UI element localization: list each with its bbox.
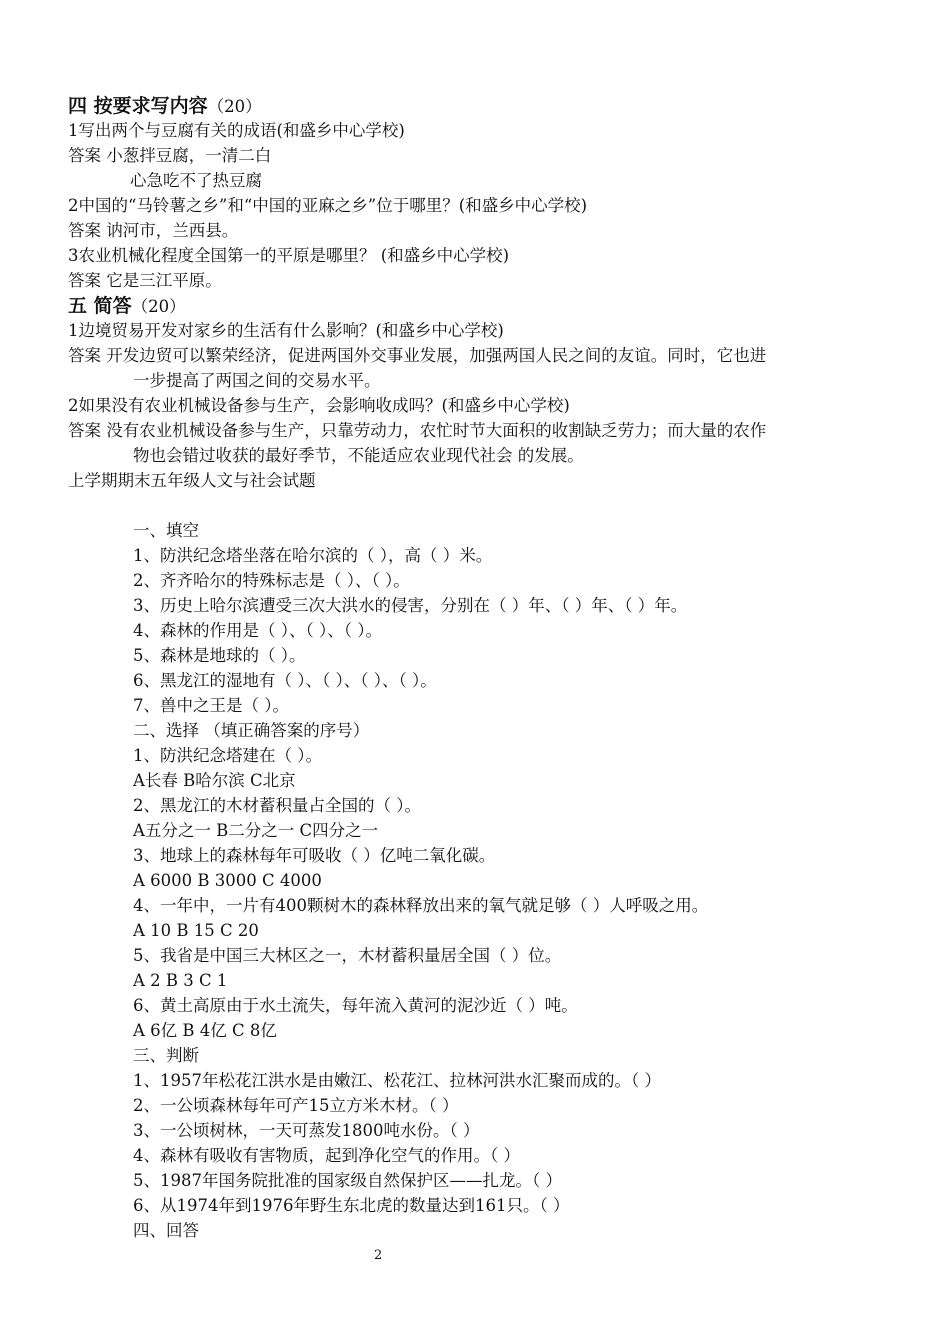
exam-line: 5、我省是中国三大林区之一，木材蓄积量居全国（ ）位。	[133, 946, 562, 965]
section-5-heading	[68, 295, 186, 318]
exam-line: 4、森林的作用是（ ）、（ ）、（ ）。	[133, 621, 382, 640]
exam-line: A长春 B哈尔滨 C北京	[133, 771, 296, 790]
s4-answer-1-cont: 心急吃不了热豆腐	[130, 171, 262, 190]
exam-title: 上学期期末五年级人文与社会试题	[68, 471, 316, 490]
s4-question-1: 1写出两个与豆腐有关的成语(和盛乡中心学校)	[68, 121, 405, 140]
section-5-points: （20）	[131, 297, 186, 316]
section-4-heading	[68, 95, 262, 118]
exam-line: 四、回答	[133, 1221, 199, 1240]
s5-answer-1: 答案 开发边贸可以繁荣经济，促进两国外交事业发展，加强两国人民之间的友谊。同时，它也进	[68, 346, 767, 365]
exam-line: 二、选择 （填正确答案的序号）	[133, 721, 370, 740]
s5-answer-2-cont: 物也会错过收获的最好季节，不能适应农业现代社会 的发展。	[133, 446, 584, 465]
exam-line: 5、森林是地球的（ ）。	[133, 646, 306, 665]
s4-question-2: 2中国的“马铃薯之乡”和“中国的亚麻之乡”位于哪里？(和盛乡中心学校)	[68, 196, 588, 215]
exam-line: 4、森林有吸收有害物质，起到净化空气的作用。（ ）	[133, 1146, 520, 1165]
exam-line: 5、1987年国务院批准的国家级自然保护区——扎龙。（ ）	[133, 1171, 562, 1190]
exam-line: 2、一公顷森林每年可产15立方米木材。（ ）	[133, 1096, 459, 1115]
exam-line: 2、黑龙江的木材蓄积量占全国的（ ）。	[133, 796, 421, 815]
exam-line: A 10 B 15 C 20	[133, 921, 259, 940]
exam-line: A五分之一 B二分之一 C四分之一	[133, 821, 379, 840]
exam-line: 4、一年中，一片有400颗树木的森林释放出来的氧气就足够（ ）人呼吸之用。	[133, 896, 709, 915]
exam-line: A 6000 B 3000 C 4000	[133, 871, 322, 890]
exam-line: A 2 B 3 C 1	[133, 971, 228, 990]
exam-line: 1、防洪纪念塔坐落在哈尔滨的（ ），高（ ）米。	[133, 546, 493, 565]
exam-line: 三、判断	[133, 1046, 199, 1065]
s5-question-1: 1边境贸易开发对家乡的生活有什么影响？(和盛乡中心学校)	[68, 321, 504, 340]
s5-answer-1-cont: 一步提高了两国之间的交易水平。	[133, 371, 381, 390]
exam-line: 6、黄土高原由于水土流失，每年流入黄河的泥沙近（ ）吨。	[133, 996, 578, 1015]
s4-answer-3: 答案 它是三江平原。	[68, 271, 222, 290]
exam-line: 6、从1974年到1976年野生东北虎的数量达到161只。（ ）	[133, 1196, 570, 1215]
section-5-title: 五 简答	[68, 295, 132, 317]
s5-question-2: 2如果没有农业机械设备参与生产，会影响收成吗？(和盛乡中心学校)	[68, 396, 570, 415]
exam-line: 3、一公顷树林，一天可蒸发1800吨水份。（ ）	[133, 1121, 480, 1140]
exam-line: 6、黑龙江的湿地有（ ）、（ ）、（ ）、（ ）。	[133, 671, 437, 690]
section-4-title: 四 按要求写内容	[68, 95, 208, 117]
page-number: 2	[374, 1248, 383, 1263]
exam-line: 2、齐齐哈尔的特殊标志是（ ）、（ ）。	[133, 571, 410, 590]
s4-answer-2: 答案 讷河市，兰西县。	[68, 221, 239, 240]
s4-question-3: 3农业机械化程度全国第一的平原是哪里？ (和盛乡中心学校)	[68, 246, 510, 265]
s4-answer-1: 答案 小葱拌豆腐，一清二白	[68, 146, 272, 165]
exam-line: 1、防洪纪念塔建在（ ）。	[133, 746, 322, 765]
section-4-points: （20）	[207, 97, 262, 116]
s5-answer-2: 答案 没有农业机械设备参与生产，只靠劳动力，农忙时节大面积的收割缺乏劳力；而大量的农作	[68, 421, 767, 440]
exam-line: 1、1957年松花江洪水是由嫩江、松花江、拉林河洪水汇聚而成的。（ ）	[133, 1071, 661, 1090]
exam-line: 3、地球上的森林每年可吸收（ ）亿吨二氧化碳。	[133, 846, 496, 865]
exam-line: 3、历史上哈尔滨遭受三次大洪水的侵害，分别在（ ）年、（ ）年、（ ）年。	[133, 596, 688, 615]
exam-line: 7、兽中之王是（ ）。	[133, 696, 289, 715]
exam-line: A 6亿 B 4亿 C 8亿	[133, 1021, 277, 1040]
exam-line: 一、填空	[133, 521, 199, 540]
